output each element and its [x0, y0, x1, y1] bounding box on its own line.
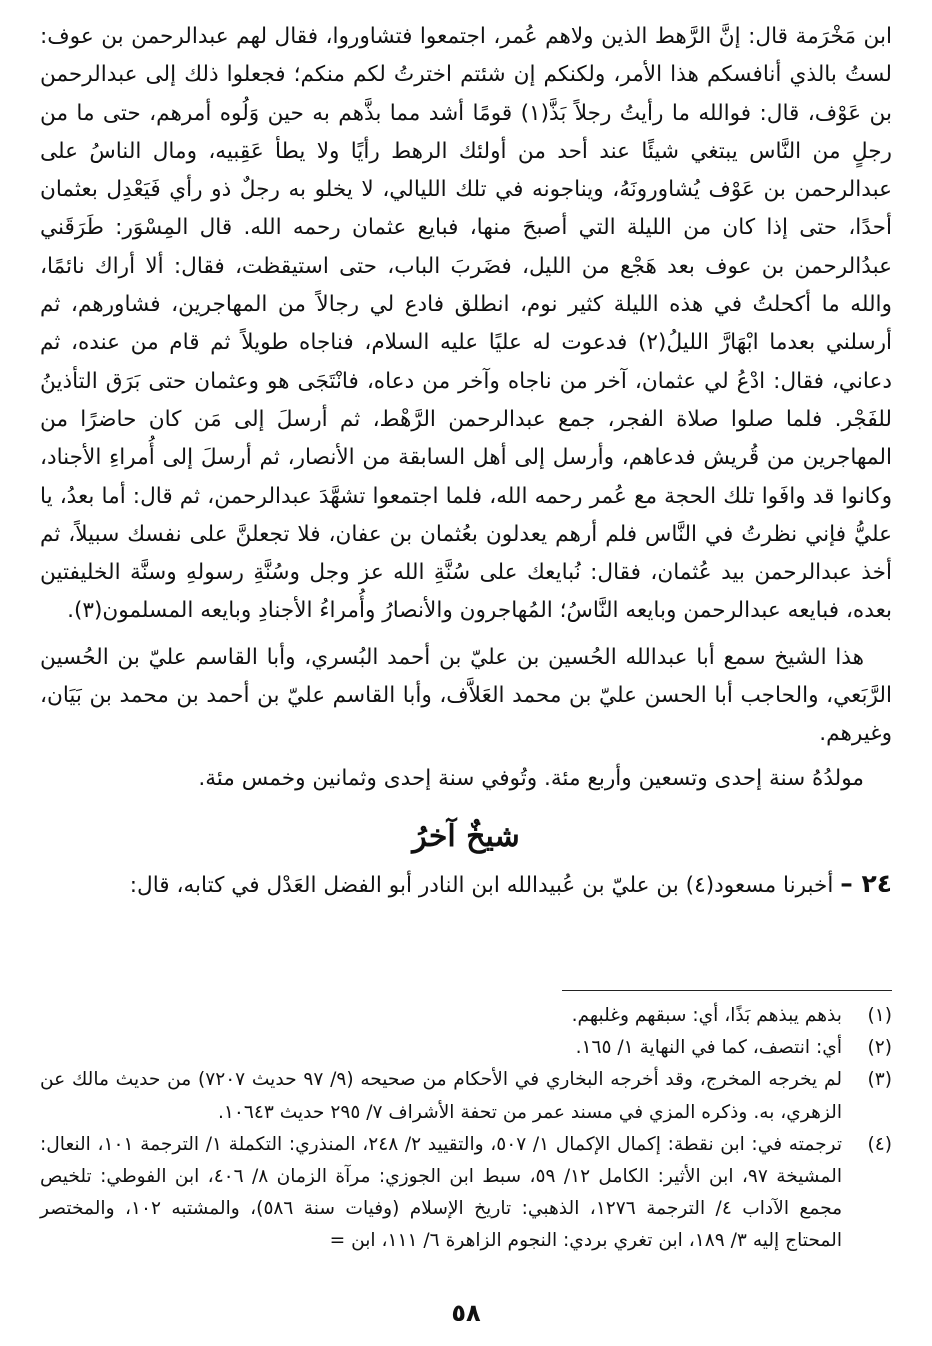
- entry-number: ٢٤ –: [840, 868, 892, 898]
- footnote-number: (٢): [867, 1037, 892, 1059]
- entry-line: [40, 864, 892, 906]
- narration-paragraph: ابن مَخْرَمة قال: إنَّ الرَّهط الذين ولاهم عُمر، اجتمعوا فتشاوروا، فقال لهم عبدالرحمن بن عوف: لستُ بالذي أنافسكم هذا الأمر، ولكنكم إن شئتم اخترتُ لكم منكم؛ فجعلوا ذلك إلى عبدالرحمن بن عَوْف، قال: فوالله ما رأيتُ رجلاً بَذَّ(١) قومًا أشد مما بذَّهم به حين وَلُوه أمرهم، حتى ما من رجلٍ من النَّاس يبتغي شيئًا عند أحد من أولئك الرهط رأيًا ولا يطأ عَقِبيه، ومال الناسُ على عبدالرحمن بن عَوْف يُشاورونَهُ، ويناجونه في تلك الليالي، لا يخلو به رجلٌ ذو رأي فَيَعْدِل بعثمان أحدًا، حتى إذا كان من الليلة التي أصبحَ منها، فبايع عثمان رحمه الله. قال المِسْوَر: طَرَقَني عبدُالرحمن بن عوف بعد هَجْع من الليل، فضَربَ الباب، حتى استيقظت، فقال: ألا أراك نائمًا، والله ما أكحلتُ في هذه الليلة كثير نوم، انطلق فادع لي رجالاً من المهاجرين، فشاورهم، ثم أرسلني بعدما ابْهَارَّ الليلُ(٢) فدعوت له عليًا عليه السلام، فناجاه طويلاً ثم قام من عنده، ثم دعاني، فقال: ادْعُ لي عثمان، آخر من ناجاه وآخر من دعاه، فانْتَجَى هو وعثمان حتى بَرَق التأذينُ للفَجْر. فلما صلوا صلاة الفجر، جمع عبدالرحمن الرَّهْط، ثم أرسلَ إلى مَن كان حاضرًا من المهاجرين من قُريش فدعاهم، وأرسل إلى أهل السابقة من الأنصار، ثم أرسلَ إلى أُمراءِ الأجناد، وكانوا قد وافَوا تلك الحجة مع عُمر رحمه الله، فلما اجتمعوا تشهَّدَ عبدالرحمن، ثم قال: أما بعدُ، يا عليُّ فإني نظرتُ في النَّاس فلم أرهم يعدلون بعُثمان بن عفان، فلا تجعلنَّ على نفسك سبيلاً، ثم أخذ عبدالرحمن بيد عُثمان، فقال: نُبايعك على سُنَّةِ الله عز وجل وسُنَّةِ رسولهِ وسنَّة الخليفتين بعده، فبايعه عبدالرحمن وبايعه النَّاسُ؛ المُهاجرون والأنصارُ وأُمراءُ الأجنادِ وبايعه المسلمون(٣).: [40, 24, 892, 624]
- footnote-2: [40, 1032, 892, 1064]
- section-heading: شيخٌ آخرُ: [412, 818, 520, 854]
- main-text: [40, 18, 892, 906]
- footnote-text: ترجمته في: ابن نقطة: إكمال الإكمال ١/ ٥٠٧، والتقييد ٢/ ٢٤٨، المنذري: التكملة ١/ الترجمة ١٠١، النعال: المشيخة ٩٧، ابن الأثير: الكامل ١٢/ ٥٩، سبط ابن الجوزي: مرآة الزمان ٨/ ٤٠٦، ابن الفوطي: تلخيص مجمع الآداب ٤/ الترجمة ١٢٧٦، الذهبي: تاريخ الإسلام (وفيات سنة ٥٨٦)، والمشتبه ١٠٢، والمختصر المحتاج إليه ٣/ ١٨٩، ابن تغري بردي: النجوم الزاهرة ٦/ ١١١، ابن =: [40, 1133, 843, 1252]
- page-number: ٥٨: [451, 1299, 481, 1327]
- entry-text: أخبرنا مسعود(٤) بن عليّ بن عُبيدالله ابن النادر أبو الفضل العَدْل في كتابه، قال:: [129, 872, 834, 898]
- birth-death-paragraph: مولدُهُ سنة إحدى وتسعين وأربع مئة. وتُوفي سنة إحدى وثمانين وخمس مئة.: [198, 765, 864, 791]
- footnote-4: [40, 1129, 892, 1258]
- teachers-paragraph: هذا الشيخ سمع أبا عبدالله الحُسين بن عليّ بن أحمد البُسري، وأبا القاسم عليّ بن الحُسين الرَّبَعي، والحاجب أبا الحسن عليّ بن محمد العَلاَّف، وأبا القاسم عليّ بن أحمد بن محمد بن بَيَان، وغيرهم.: [40, 644, 892, 747]
- footnote-text: بذهم يبذهم بَذًا، أي: سبقهم وغلبهم.: [571, 1005, 842, 1026]
- footnote-1: [40, 1000, 892, 1032]
- footnote-text: لم يخرجه المخرج، وقد أخرجه البخاري في الأحكام من صحيحه (٩/ ٩٧ حديث ٧٢٠٧) من حديث مالك عن الزهري، به. وذكره المزي في مسند عمر من تحفة الأشراف ٧/ ٢٩٥ حديث ١٠٦٤٣.: [40, 1069, 842, 1123]
- footnote-3: [40, 1064, 892, 1128]
- footnote-number: (١): [867, 1005, 892, 1026]
- footnote-separator: [562, 990, 892, 991]
- book-page: [40, 18, 892, 1328]
- footnotes: [40, 1000, 892, 1258]
- footnote-text: أي: انتصف، كما في النهاية ١/ ١٦٥.: [575, 1037, 842, 1059]
- footnote-number: (٣): [867, 1069, 892, 1091]
- footnote-number: (٤): [867, 1133, 892, 1155]
